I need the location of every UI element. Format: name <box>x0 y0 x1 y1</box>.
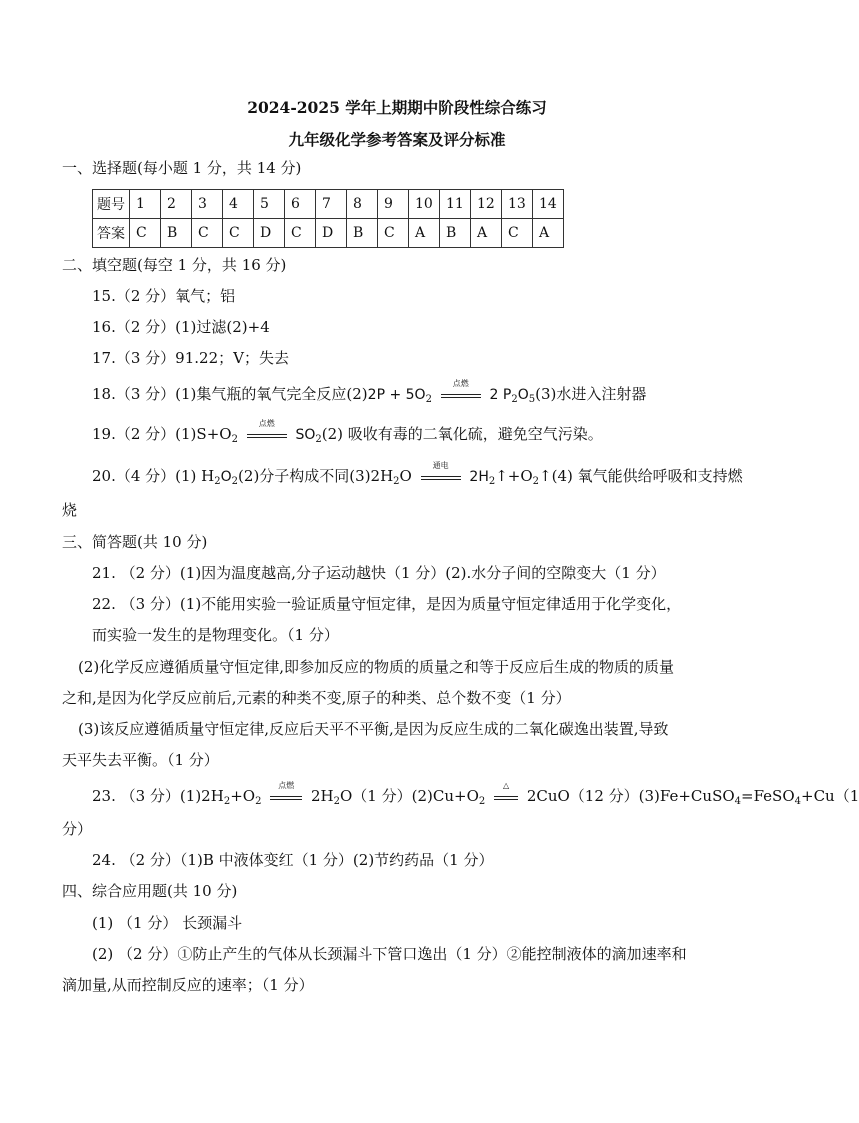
answer-q22-line5: (3)该反应遵循质量守恒定律,反应后天平不平衡,是因为反应生成的二氧化碳逸出装置,导致 <box>78 720 669 738</box>
table-cell: 13 <box>502 190 533 219</box>
table-cell: C <box>130 219 161 248</box>
q23-c: 2H <box>311 787 334 805</box>
table-cell: 9 <box>378 190 409 219</box>
reaction-condition: 点燃 <box>243 425 291 445</box>
q23-e: 2CuO（12 分）(3)Fe+CuSO <box>526 787 735 805</box>
answer-table <box>92 189 564 248</box>
table-cell: C <box>192 219 223 248</box>
table-cell: 12 <box>471 190 502 219</box>
answer-q22-line1: 22. （3 分）(1)不能用实验一验证质量守恒定律，是因为质量守恒定律适用于化学变化， <box>92 595 682 613</box>
section4-heading: 四、综合应用题(共 10 分) <box>62 882 238 900</box>
table-cell: C <box>502 219 533 248</box>
q18-post: (3)水进入注射器 <box>535 385 647 403</box>
q20-mid: (2)分子构成不同(3)2H <box>238 467 394 485</box>
section1-heading: 一、选择题(每小题 1 分，共 14 分) <box>62 159 302 177</box>
q20-text: 20.（4 分）(1) H <box>92 467 215 485</box>
answer-q22-line3: (2)化学反应遵循质量守恒定律,即参加反应的物质的质量之和等于反应后生成的物质的质量 <box>78 658 675 676</box>
table-cell: C <box>285 219 316 248</box>
reaction-condition: △ <box>490 787 522 807</box>
doc-title: 2024-2025 学年上期期中阶段性综合练习 <box>247 98 547 117</box>
doc-subtitle: 九年级化学参考答案及评分标准 <box>288 130 506 149</box>
q23-g: +Cu（1 <box>801 787 859 805</box>
answer-q23-cont: 分） <box>62 820 93 838</box>
table-cell: 14 <box>533 190 564 219</box>
q19-rhs: SO <box>295 427 316 443</box>
table-cell: B <box>161 219 192 248</box>
q23-d: O（1 分）(2)Cu+O <box>340 787 479 805</box>
reaction-condition: 点燃 <box>437 385 485 405</box>
table-cell: 11 <box>440 190 471 219</box>
q18-lhs: 2P + 5O <box>367 387 426 403</box>
q20-mid2: O <box>399 467 412 485</box>
table-cell: C <box>378 219 409 248</box>
reaction-condition: 点燃 <box>266 787 306 807</box>
table-cell: 5 <box>254 190 285 219</box>
table-header-label: 答案 <box>93 219 130 248</box>
answer-q21: 21. （2 分）(1)因为温度越高,分子运动越快（1 分）(2).水分子间的空隙变大（1 分） <box>92 564 666 582</box>
section3-heading: 三、简答题(共 10 分) <box>62 533 208 551</box>
answer-q24: 24. （2 分）（1)B 中液体变红（1 分）(2)节约药品（1 分） <box>92 851 494 869</box>
table-cell: 7 <box>316 190 347 219</box>
table-row-answers <box>93 219 564 248</box>
table-cell: 8 <box>347 190 378 219</box>
answer-q23: 23. （3 分）$(1)2H_2+O_2$ 点燃 $2H_2O(1$ 分）$(2)Cu+O_2$ △ 2CuO（12 分）(3)Fe+CuSO$_4$=FeSO$_4$+Cu（1 <box>92 781 859 807</box>
answer-q18: 18.（3 分）(1)集气瓶的氧气完全反应$(2)2P + 5O_2$ 点燃 2 $P_2O_5(3)$水进入注射器 <box>92 379 647 405</box>
table-cell: D <box>254 219 285 248</box>
q20-post: ↑+O <box>495 467 533 485</box>
answer-q22-line2: 而实验一发生的是物理变化。（1 分） <box>92 626 339 644</box>
table-cell: B <box>440 219 471 248</box>
table-cell: A <box>533 219 564 248</box>
table-header-label: 题号 <box>93 190 130 219</box>
table-row-numbers <box>93 190 564 219</box>
q20-post2: ↑(4) 氧气能供给呼吸和支持燃 <box>539 467 743 485</box>
answer-q19: 19.（2 分）$(1)S+O_2$ 点燃 $SO_2(2)$ 吸收有毒的二氧化硫，避免空气污染。 <box>92 419 603 445</box>
answer-p2-line1: (2) （2 分）①防止产生的气体从长颈漏斗下管口逸出（1 分）②能控制液体的滴加速率和 <box>92 945 687 963</box>
answer-q16: 16.（2 分）(1)过滤(2)+4 <box>92 318 270 336</box>
table-cell: A <box>471 219 502 248</box>
table-cell: 10 <box>409 190 440 219</box>
answer-q20: 20.（4 分）(1) $H_2O_2(2)$分子构成不同$(3)2H_2O$ 通电 $2H_2↑+O_2↑(4)$ 氧气能供给呼吸和支持燃 <box>92 461 743 487</box>
answer-q17: 17.（3 分）91.22；V；失去 <box>92 349 289 367</box>
q18-text: 18.（3 分）(1)集气瓶的氧气完全反应(2) <box>92 385 368 403</box>
section2-heading: 二、填空题(每空 1 分，共 16 分) <box>62 256 287 274</box>
table-cell: B <box>347 219 378 248</box>
table-cell: 1 <box>130 190 161 219</box>
table-cell: 3 <box>192 190 223 219</box>
answer-q22-line6: 天平失去平衡。（1 分） <box>62 751 219 769</box>
answer-q20-cont: 烧 <box>62 501 78 519</box>
answer-q22-line4: 之和,是因为化学反应前后,元素的种类不变,原子的种类、总个数不变（1 分） <box>62 689 571 707</box>
answer-p2-line2: 滴加量,从而控制反应的速率；（1 分） <box>62 976 314 994</box>
table-cell: A <box>409 219 440 248</box>
answer-p1: (1) （1 分） 长颈漏斗 <box>92 914 243 932</box>
reaction-condition: 通电 <box>417 467 465 487</box>
table-cell: 4 <box>223 190 254 219</box>
q20-rhs: 2H <box>469 469 489 485</box>
table-cell: 2 <box>161 190 192 219</box>
q19-text: 19.（2 分）(1)S+O <box>92 425 232 443</box>
answer-q15: 15.（2 分）氧气；铝 <box>92 287 236 305</box>
q23-f: =FeSO <box>741 787 795 805</box>
table-cell: 6 <box>285 190 316 219</box>
q19-post: (2) 吸收有毒的二氧化硫，避免空气污染。 <box>321 425 603 443</box>
table-cell: D <box>316 219 347 248</box>
q23-a: 23. （3 分）(1)2H <box>92 787 224 805</box>
q23-b: +O <box>230 787 256 805</box>
table-cell: C <box>223 219 254 248</box>
q18-rhs: 2 P <box>489 387 512 403</box>
